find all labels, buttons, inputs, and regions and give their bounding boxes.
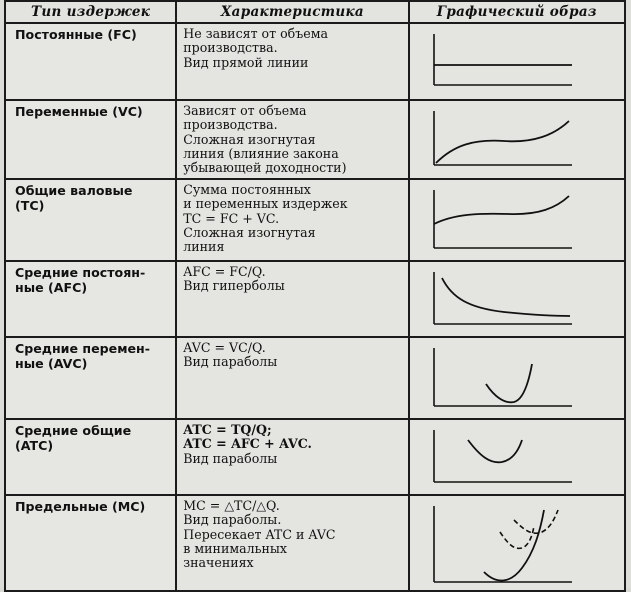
row-graph-afc (409, 261, 625, 337)
row-desc-atc: ATC = TQ/Q; ATC = AFC + AVC. Вид параболы (176, 419, 408, 495)
row-desc-afc: AFC = FC/Q. Вид гиперболы (176, 261, 408, 337)
cost-types-table (4, 0, 626, 592)
row-type-afc: Средние постоян- ные (AFC) (5, 261, 176, 337)
row-type-vc: Переменные (VC) (5, 100, 176, 179)
table-row (5, 419, 625, 495)
row-graph-avc (409, 337, 625, 419)
header-graph: Графический образ (409, 1, 625, 23)
row-graph-tc (409, 179, 625, 261)
intersecting-curves-icon (424, 502, 574, 586)
s-curve-icon (424, 107, 574, 171)
row-desc-tc: Сумма постоянных и переменных издержек TC = FC + VC. Сложная изогнутая линия (176, 179, 408, 261)
row-desc-vc: Зависят от объема производства. Сложная изогнутая линия (влияние закона убывающей доходности) (176, 100, 408, 179)
header-type: Тип издержек (5, 1, 176, 23)
row-desc-fc: Не зависят от объема производства. Вид прямой линии (176, 23, 408, 100)
row-graph-atc (409, 419, 625, 495)
header-description: Характеристика (176, 1, 408, 23)
row-type-tc: Общие валовые (TC) (5, 179, 176, 261)
row-graph-fc (409, 23, 625, 100)
row-graph-vc (409, 100, 625, 179)
row-type-fc: Постоянные (FC) (5, 23, 176, 100)
table-row (5, 495, 625, 591)
table-row (5, 337, 625, 419)
shifted-s-curve-icon (424, 186, 574, 252)
table-row (5, 261, 625, 337)
table-row (5, 100, 625, 179)
table-header-row (5, 1, 625, 23)
row-desc-mc: MC = △TC/△Q. Вид параболы. Пересекает ATC и AVC в минимальных значениях (176, 495, 408, 591)
table-row (5, 179, 625, 261)
parabola-icon (424, 426, 574, 488)
horizontal-line-icon (424, 30, 574, 92)
row-type-mc: Предельные (MC) (5, 495, 176, 591)
row-graph-mc (409, 495, 625, 591)
row-desc-avc: AVC = VC/Q. Вид параболы (176, 337, 408, 419)
row-type-atc: Средние общие (ATC) (5, 419, 176, 495)
table-row (5, 23, 625, 100)
parabola-icon (424, 344, 574, 412)
hyperbola-icon (424, 268, 574, 330)
row-type-avc: Средние перемен- ные (AVC) (5, 337, 176, 419)
